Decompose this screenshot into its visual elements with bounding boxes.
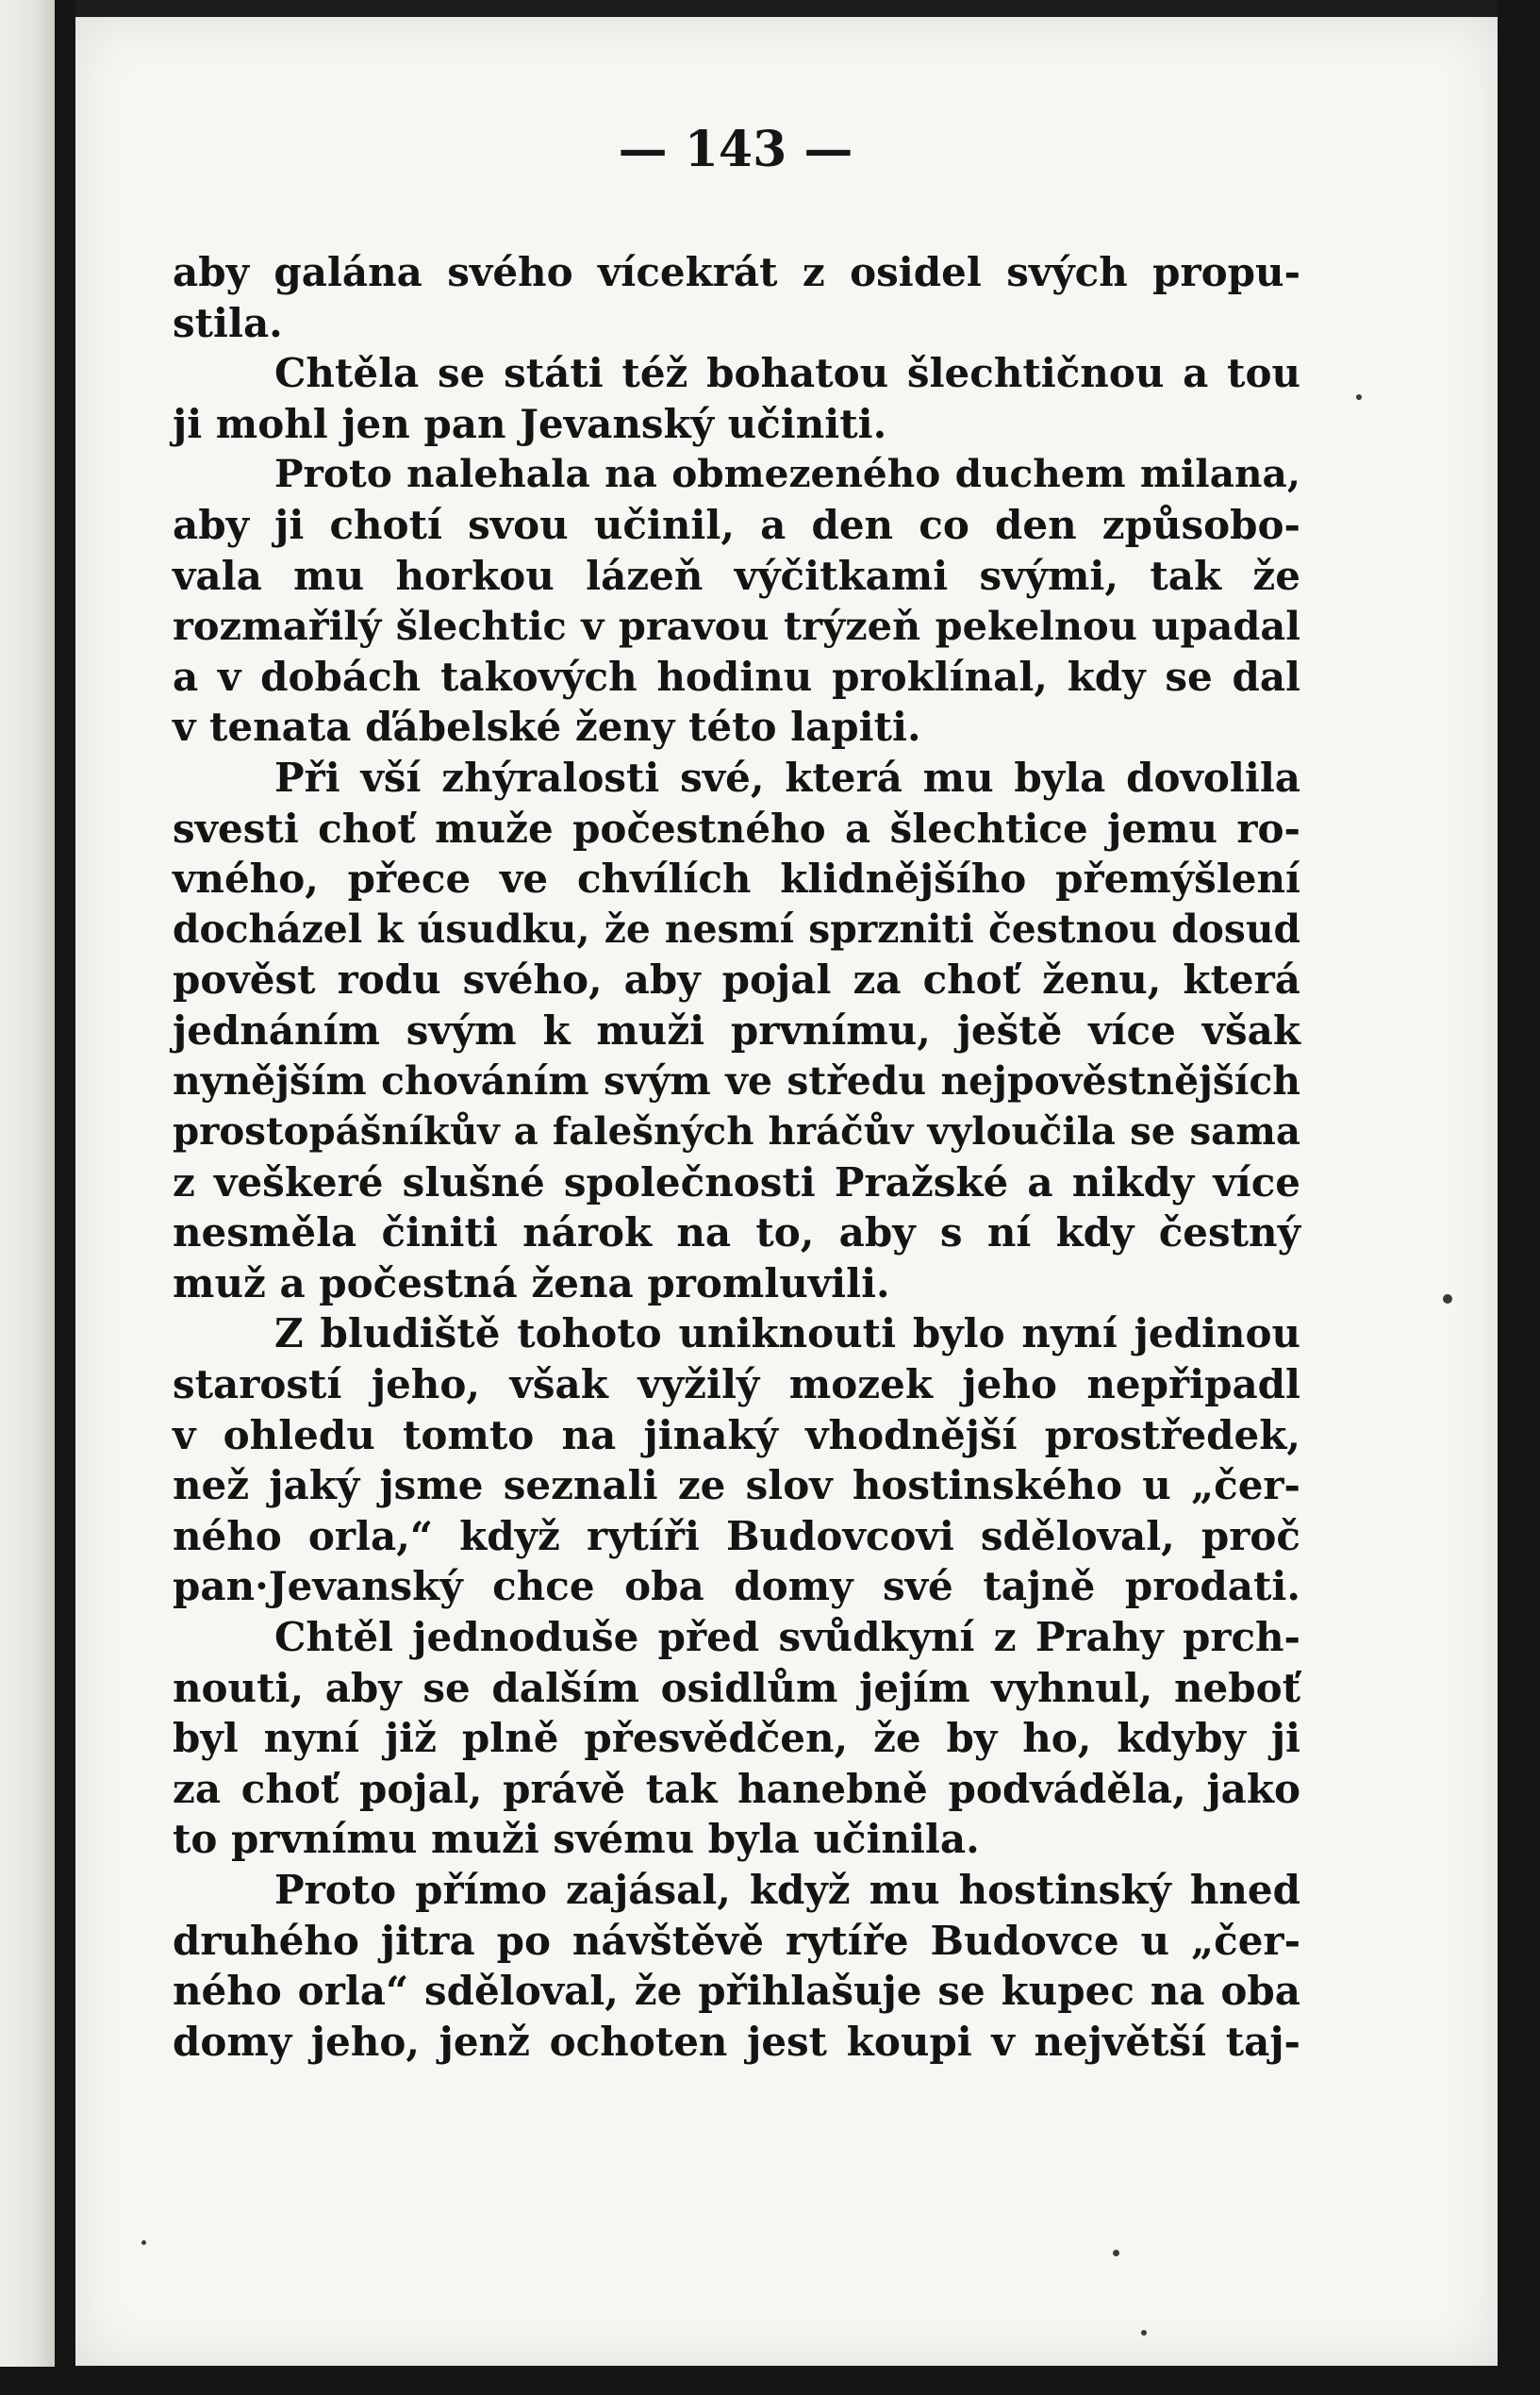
text-line: nesměla činiti nárok na to, aby s ní kdy čestný — [173, 1209, 1300, 1256]
text-line: než jaký jsme seznali ze slov hostinského u „čer- — [173, 1462, 1300, 1509]
body-text — [173, 247, 1300, 2067]
text-line: starostí jeho, však vyžilý mozek jeho nepřipadl — [173, 1361, 1300, 1408]
text-line: Při vší zhýralosti své, která mu byla dovolila — [274, 754, 1300, 801]
text-line: Proto nalehala na obmezeného duchem milana, — [274, 451, 1300, 497]
text-line: za choť pojal, právě tak hanebně podváděla, jako — [173, 1765, 1300, 1812]
text-line: docházel k úsudku, že nesmí sprzniti čestnou dosud — [173, 906, 1300, 952]
previous-page-edge — [0, 0, 55, 2395]
text-line: aby ji chotí svou učinil, a den co den způsobo- — [173, 501, 1300, 548]
text-line: ného orla“ sděloval, že přihlašuje se kupec na oba — [173, 1968, 1300, 2015]
right-border — [1498, 0, 1540, 2395]
text-line: v tenata ďábelské ženy této lapiti. — [173, 704, 921, 751]
text-line: pověst rodu svého, aby pojal za choť ženu, která — [173, 956, 1300, 1004]
book-spine-shadow — [55, 0, 75, 2395]
text-line: aby galána svého vícekrát z osidel svých propu- — [173, 249, 1300, 295]
page-number: — 143 — — [618, 121, 853, 178]
text-line: domy jeho, jenž ochoten jest koupi v největší taj- — [173, 2018, 1300, 2065]
text-line: ji mohl jen pan Jevanský učiniti. — [173, 400, 887, 447]
scan-speck — [1356, 394, 1362, 400]
text-line: vala mu horkou lázeň výčitkami svými, tak že — [173, 552, 1300, 599]
text-line: z veškeré slušné společnosti Pražské a nikdy více — [173, 1158, 1300, 1206]
text-line: muž a počestná žena promluvili. — [173, 1259, 890, 1306]
text-line: prostopášníkův a falešných hráčův vyloučila se sama — [173, 1108, 1300, 1155]
text-line: Z bludiště tohoto uniknouti bylo nyní jedinou — [274, 1310, 1300, 1357]
text-line: vného, přece ve chvílích klidnějšího přemýšlení — [173, 856, 1300, 903]
text-line: Proto přímo zajásal, když mu hostinský hned — [274, 1867, 1300, 1913]
text-line: byl nyní již plně přesvědčen, že by ho, kdyby ji — [173, 1715, 1300, 1762]
text-line: to prvnímu muži svému byla učinila. — [173, 1816, 980, 1863]
bottom-border — [0, 2367, 1540, 2395]
text-line: jednáním svým k muži prvnímu, ještě více však — [173, 1006, 1300, 1054]
text-line: a v dobách takových hodinu proklínal, kdy se dal — [173, 653, 1300, 700]
scan-speck — [1141, 2330, 1147, 2336]
text-line: druhého jitra po návštěvě rytíře Budovce u „čer- — [173, 1917, 1300, 1964]
text-line: nouti, aby se dalším osidlům jejím vyhnul, neboť — [173, 1664, 1300, 1711]
text-line: rozmařilý šlechtic v pravou trýzeň pekelnou upadal — [173, 603, 1300, 650]
scan-speck — [1113, 2250, 1119, 2256]
scan-speck — [1443, 1294, 1452, 1304]
text-line: pan·Jevanský chce oba domy své tajně prodati. — [173, 1563, 1300, 1610]
text-line: Chtěla se státi též bohatou šlechtičnou a tou — [274, 350, 1300, 397]
text-line: stila. — [173, 299, 283, 346]
text-line: nynějším chováním svým ve středu nejpověstnějších — [173, 1057, 1300, 1104]
text-line: svesti choť muže počestného a šlechtice jemu ro- — [173, 805, 1300, 852]
text-line: v ohledu tomto na jinaký vhodnější prostředek, — [173, 1411, 1300, 1458]
text-line: ného orla,“ když rytíři Budovcovi sděloval, proč — [173, 1512, 1300, 1559]
text-line: Chtěl jednoduše před svůdkyní z Prahy prch- — [274, 1614, 1300, 1661]
scan-speck — [141, 2240, 146, 2245]
